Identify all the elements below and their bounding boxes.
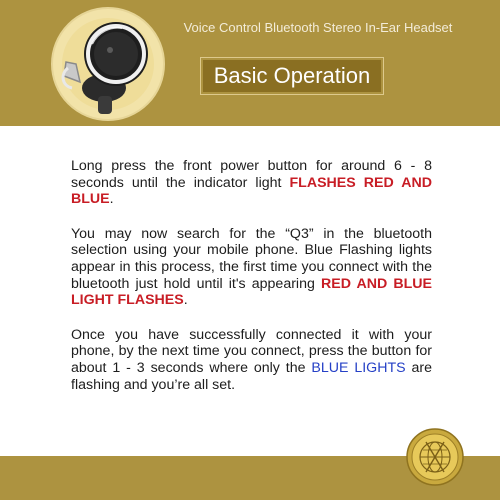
product-title: Voice Control Bluetooth Stereo In-Ear Headset [183, 20, 453, 35]
paragraph-end: . [109, 191, 114, 208]
headset-icon [46, 4, 172, 126]
paragraph-text: Once you have successfully connected it with your phone, by the next time you connect, press the button for about 1 - 3 seconds where only the [71, 326, 432, 376]
instruction-paragraph-2 [71, 226, 432, 309]
instructions [71, 158, 432, 411]
instruction-paragraph-1 [71, 158, 432, 208]
highlight-red: RED AND BLUE LIGHT FLASHES [71, 275, 432, 309]
paragraph-text: You may now search for the “Q3” in the bluetooth selection using your mobile phone. Blue Flashing lights appear in this process, the first time you connect with the bluetooth just hold until it's appearing [71, 225, 432, 292]
paragraph-text: Long press the front power button for around 6 - 8 seconds until the indicator light [71, 158, 432, 191]
paragraph-end: are flashing and you’re all set. [71, 359, 432, 393]
highlight-red: FLASHES RED AND BLUE [71, 174, 433, 208]
globe-badge-icon [406, 428, 464, 486]
section-label: Basic Operation [203, 60, 381, 92]
paragraph-end: . [183, 292, 188, 309]
highlight-blue: BLUE LIGHTS [311, 359, 406, 376]
instruction-paragraph-3 [71, 327, 432, 393]
